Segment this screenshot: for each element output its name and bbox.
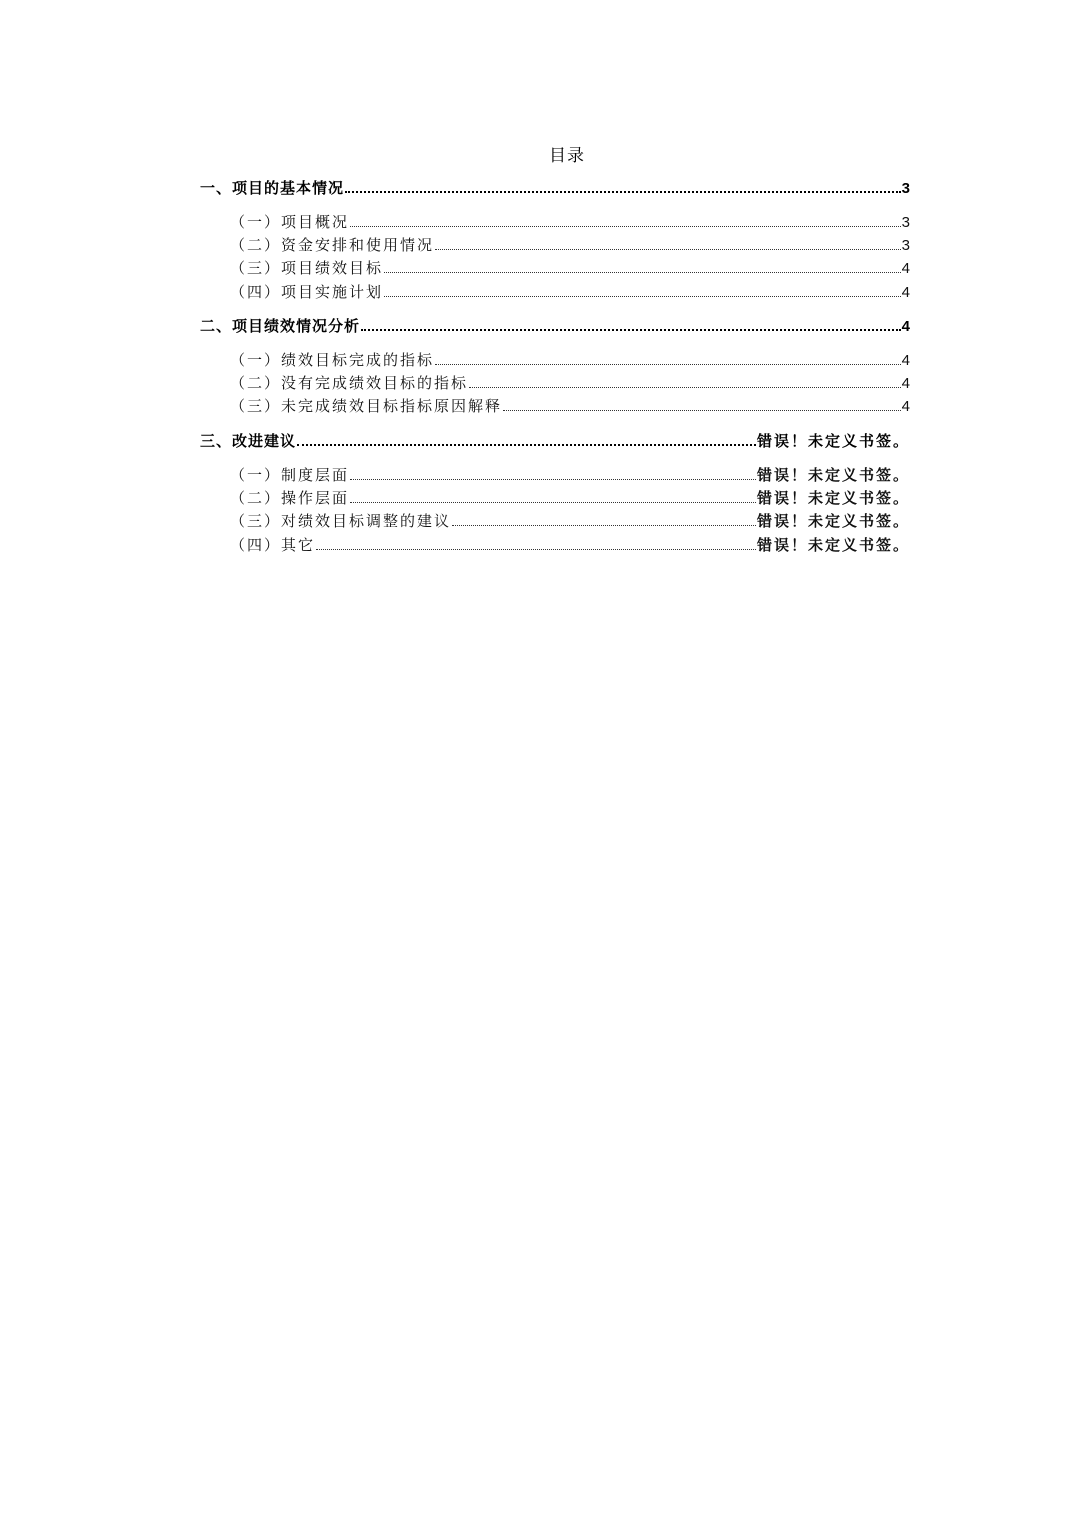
- toc-item-2-2[interactable]: [230, 372, 910, 394]
- toc-title: 目录: [549, 146, 585, 166]
- toc-entry-label: （二）没有完成绩效目标的指标: [230, 374, 469, 392]
- toc-item-3-1[interactable]: [230, 464, 910, 486]
- toc-entry-label: 二、项目绩效情况分析: [200, 317, 361, 335]
- toc-page-number: 4: [901, 398, 910, 415]
- dot-leader: [503, 410, 901, 411]
- toc-item-3-4[interactable]: [230, 534, 910, 556]
- toc-item-1-2[interactable]: [230, 234, 910, 256]
- toc-section-2[interactable]: [200, 315, 910, 337]
- toc-page-number: 错误！未定义书签。: [756, 432, 910, 450]
- toc-entry-label: （四）项目实施计划: [230, 283, 384, 301]
- toc-entry-label: （四）其它: [230, 536, 316, 554]
- dot-leader: [361, 329, 901, 331]
- dot-leader: [452, 525, 756, 526]
- dot-leader: [384, 296, 901, 297]
- dot-leader: [350, 226, 901, 227]
- dot-leader: [435, 249, 901, 250]
- toc-item-3-3[interactable]: [230, 510, 910, 532]
- dot-leader: [350, 502, 756, 503]
- toc-entry-label: （一）项目概况: [230, 213, 350, 231]
- toc-item-3-2[interactable]: [230, 487, 910, 509]
- toc-entry-label: （一）绩效目标完成的指标: [230, 351, 435, 369]
- toc-section-3[interactable]: [200, 430, 910, 452]
- toc-item-2-1[interactable]: [230, 349, 910, 371]
- dot-leader: [350, 479, 756, 480]
- toc-entry-label: （一）制度层面: [230, 466, 350, 484]
- toc-item-1-1[interactable]: [230, 211, 910, 233]
- toc-page-number: 3: [901, 180, 910, 197]
- toc-entry-label: （三）未完成绩效目标指标原因解释: [230, 397, 503, 415]
- toc-item-1-3[interactable]: [230, 257, 910, 279]
- toc-page-number: 3: [901, 214, 910, 231]
- toc-page-number: 3: [901, 237, 910, 254]
- toc-entry-label: （三）项目绩效目标: [230, 259, 384, 277]
- toc-item-2-3[interactable]: [230, 395, 910, 417]
- dot-leader: [384, 272, 901, 273]
- toc-section-1[interactable]: [200, 177, 910, 199]
- dot-leader: [345, 191, 901, 193]
- dot-leader: [435, 364, 901, 365]
- toc-page-number: 4: [901, 260, 910, 277]
- toc-page-number: 4: [901, 284, 910, 301]
- dot-leader: [316, 549, 756, 550]
- toc-page-number: 4: [901, 352, 910, 369]
- toc-item-1-4[interactable]: [230, 281, 910, 303]
- toc-entry-label: （二）资金安排和使用情况: [230, 236, 435, 254]
- dot-leader: [469, 387, 901, 388]
- toc-page-number: 4: [901, 318, 910, 335]
- toc-page-number: 错误！未定义书签。: [756, 536, 910, 554]
- toc-entry-label: 三、改进建议: [200, 432, 297, 450]
- toc-entry-label: （三）对绩效目标调整的建议: [230, 512, 452, 530]
- toc-page-number: 错误！未定义书签。: [756, 512, 910, 530]
- toc-entry-label: （二）操作层面: [230, 489, 350, 507]
- toc-page-number: 4: [901, 375, 910, 392]
- toc-page-number: 错误！未定义书签。: [756, 466, 910, 484]
- toc-entry-label: 一、项目的基本情况: [200, 179, 345, 197]
- toc-page-number: 错误！未定义书签。: [756, 489, 910, 507]
- dot-leader: [297, 444, 756, 446]
